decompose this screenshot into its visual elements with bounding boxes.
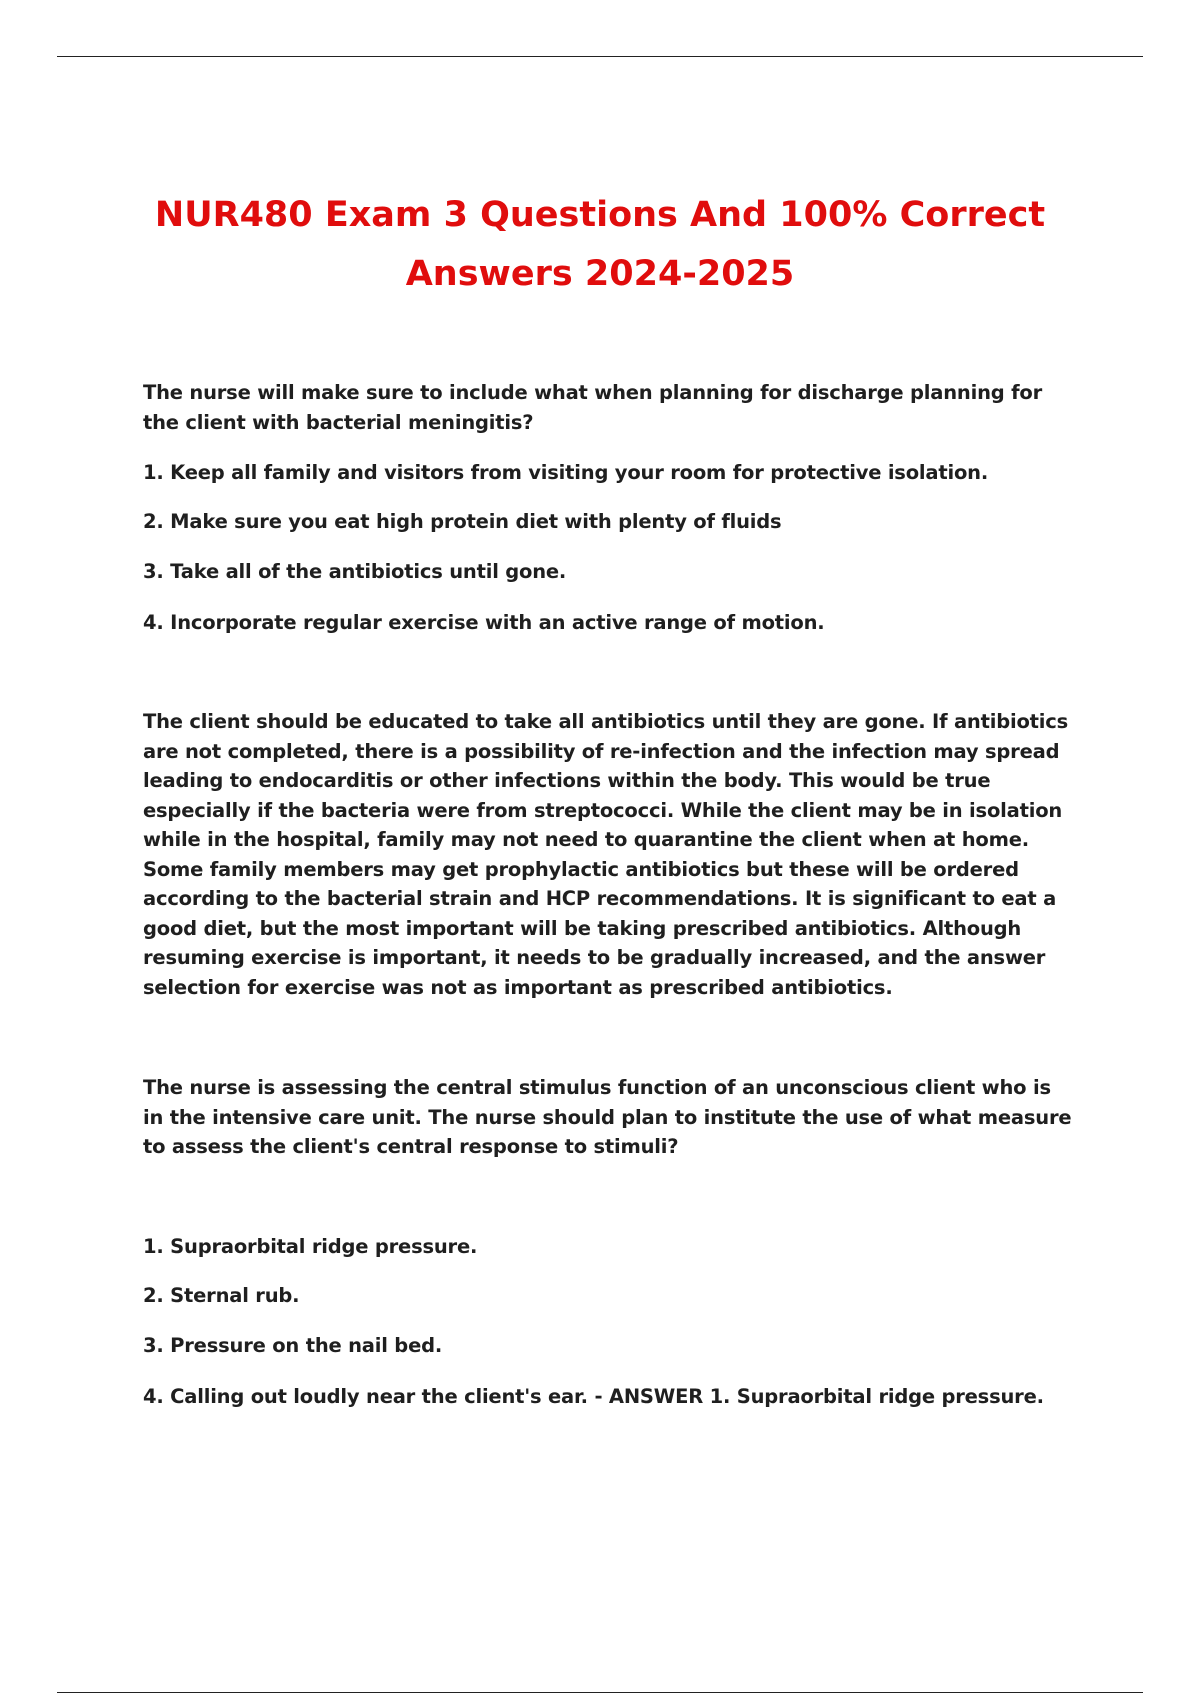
option-3: 3. Pressure on the nail bed. [143, 1334, 443, 1357]
option-1: 1. Supraorbital ridge pressure. [143, 1235, 478, 1258]
option-2: 2. Make sure you eat high protein diet with plenty of fluids [143, 510, 782, 533]
top-divider [57, 56, 1143, 57]
document-title [100, 186, 1100, 304]
question-1-rationale: The client should be educated to take all antibiotics until they are gone. If antibiotics are not completed, there is a possibility of re-infection and the infection may spread leading to endocarditis or other infections within the body. This would be true especially if the bacteria were from streptococci. While the client may be in isolation while in the hospital, family may not need to quarantine the client when at home. Some family members may get prophylactic antibiotics but these will be ordered according to the bacterial strain and HCP recommendations. It is significant to eat a good diet, but the most important will be taking prescribed antibiotics. Although resuming exercise is important, it needs to be gradually increased, and the answer selection for exercise was not as important as prescribed antibiotics. [143, 710, 1069, 999]
option-4-with-answer: 4. Calling out loudly near the client's ear. - ANSWER 1. Supraorbital ridge pressure. [143, 1385, 1044, 1408]
option-3: 3. Take all of the antibiotics until gone. [143, 560, 567, 583]
title-line-1: NUR480 Exam 3 Questions And 100% Correct [154, 195, 1046, 235]
option-1: 1. Keep all family and visitors from visiting your room for protective isolation. [143, 461, 989, 484]
bottom-divider [57, 1692, 1143, 1693]
option-2: 2. Sternal rub. [143, 1284, 300, 1307]
title-line-2: Answers 2024-2025 [405, 254, 795, 294]
option-4: 4. Incorporate regular exercise with an active range of motion. [143, 611, 825, 634]
question-1-stem: The nurse will make sure to include what when planning for discharge planning for the client with bacterial meningitis? [143, 381, 1043, 434]
question-2-stem: The nurse is assessing the central stimulus function of an unconscious client who is in the intensive care unit. The nurse should plan to institute the use of what measure to assess the client's central response to stimuli? [143, 1076, 1072, 1158]
